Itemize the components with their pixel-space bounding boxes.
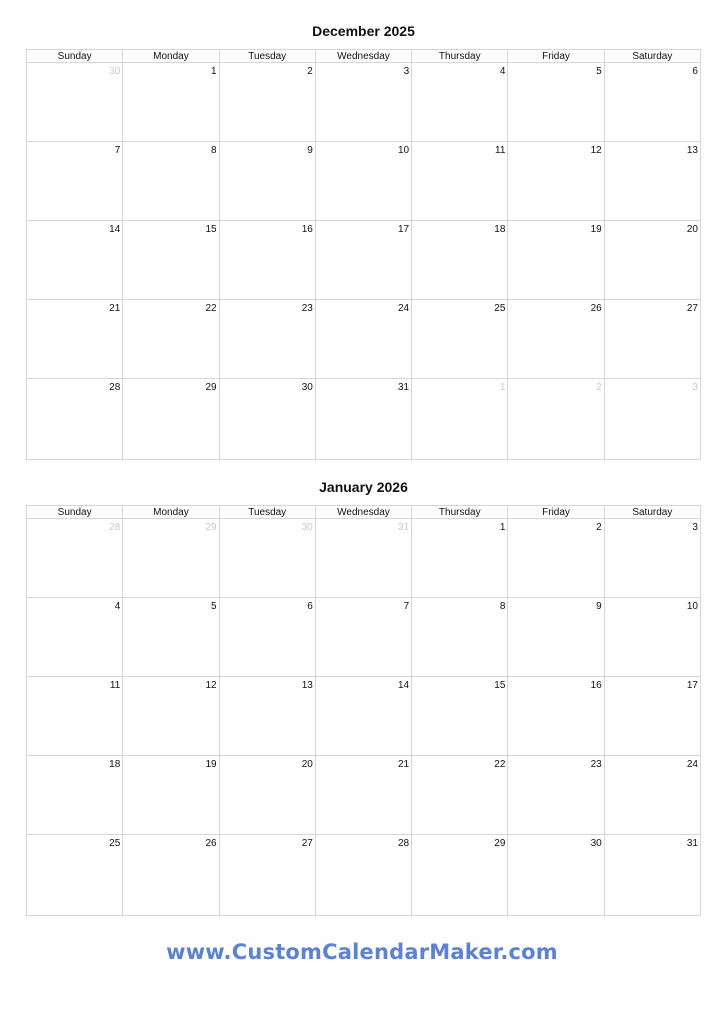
day-number: 20 [301, 759, 313, 770]
day-cell [220, 598, 316, 677]
day-cell [605, 142, 701, 221]
weekday-header-thursday: Thursday [412, 506, 508, 519]
day-number: 16 [590, 680, 602, 691]
day-cell [316, 756, 412, 835]
day-cell [123, 677, 219, 756]
day-number: 22 [205, 303, 217, 314]
day-number: 19 [205, 759, 217, 770]
weekday-header-saturday: Saturday [605, 506, 701, 519]
day-number: 9 [596, 601, 602, 612]
day-number: 12 [205, 680, 217, 691]
day-number: 9 [307, 145, 313, 156]
weekday-header-tuesday: Tuesday [220, 506, 316, 519]
day-cell [220, 300, 316, 379]
day-cell [605, 598, 701, 677]
week-row [27, 835, 701, 916]
day-number: 1 [499, 522, 506, 533]
day-number: 29 [205, 382, 217, 393]
day-cell [412, 63, 508, 142]
week-row [27, 677, 701, 756]
day-cell [316, 677, 412, 756]
day-number: 31 [398, 382, 410, 393]
day-cell [508, 63, 604, 142]
day-cell [605, 300, 701, 379]
day-number: 25 [109, 838, 121, 849]
weekday-header-monday: Monday [123, 506, 219, 519]
day-cell-other-month [27, 63, 123, 142]
day-cell [27, 300, 123, 379]
week-row [27, 598, 701, 677]
day-cell [316, 221, 412, 300]
week-row [27, 142, 701, 221]
day-number: 10 [398, 145, 410, 156]
day-cell [412, 300, 508, 379]
day-number: 13 [301, 680, 313, 691]
day-cell [220, 379, 316, 460]
month-title: December 2025 [312, 23, 415, 39]
weekday-header-saturday: Saturday [605, 50, 701, 63]
day-number: 8 [211, 145, 217, 156]
day-number: 26 [590, 303, 602, 314]
day-cell [316, 598, 412, 677]
weekday-header-row [27, 506, 701, 519]
day-cell [27, 835, 123, 916]
day-cell-other-month [508, 379, 604, 460]
day-number: 26 [205, 838, 217, 849]
day-number: 31 [686, 838, 698, 849]
day-cell [27, 677, 123, 756]
day-number: 2 [596, 382, 602, 393]
day-number: 11 [495, 145, 506, 156]
day-cell [508, 221, 604, 300]
day-cell [412, 598, 508, 677]
day-number: 4 [114, 601, 121, 612]
day-cell [412, 519, 508, 598]
day-cell [123, 835, 219, 916]
day-cell [508, 300, 604, 379]
month-title: January 2026 [319, 479, 408, 495]
day-number: 28 [398, 838, 410, 849]
week-row [27, 756, 701, 835]
day-number: 21 [109, 303, 121, 314]
weekday-header-tuesday: Tuesday [220, 50, 316, 63]
weekday-header-row [27, 50, 701, 63]
day-number: 13 [686, 145, 698, 156]
day-cell [605, 63, 701, 142]
day-cell [220, 756, 316, 835]
day-number: 16 [301, 224, 313, 235]
day-cell [605, 221, 701, 300]
week-row [27, 379, 701, 460]
day-cell [220, 677, 316, 756]
day-number: 14 [398, 680, 410, 691]
week-row [27, 221, 701, 300]
day-number: 30 [301, 382, 313, 393]
day-number: 30 [301, 522, 313, 533]
day-number: 30 [590, 838, 602, 849]
day-cell [508, 142, 604, 221]
weekday-header-friday: Friday [508, 50, 604, 63]
day-number: 2 [307, 66, 313, 77]
day-cell [508, 835, 604, 916]
day-cell-other-month [220, 519, 316, 598]
day-number: 15 [205, 224, 217, 235]
day-number: 3 [692, 522, 698, 533]
day-cell [412, 677, 508, 756]
day-cell [412, 221, 508, 300]
day-number: 4 [499, 66, 506, 77]
day-number: 23 [590, 759, 602, 770]
day-number: 25 [494, 303, 506, 314]
day-number: 5 [211, 601, 217, 612]
day-number: 29 [494, 838, 506, 849]
day-cell [123, 142, 219, 221]
day-cell [220, 835, 316, 916]
calendar-grid [26, 49, 701, 460]
weekday-header-wednesday: Wednesday [316, 50, 412, 63]
day-number: 8 [499, 601, 506, 612]
calendar-grid [26, 505, 701, 916]
day-number: 28 [109, 522, 121, 533]
day-number: 29 [205, 522, 217, 533]
day-cell-other-month [123, 519, 219, 598]
day-number: 22 [494, 759, 506, 770]
day-cell [123, 379, 219, 460]
day-cell [508, 756, 604, 835]
day-number: 17 [686, 680, 698, 691]
day-cell [123, 598, 219, 677]
day-number: 6 [692, 66, 698, 77]
day-number: 18 [494, 224, 506, 235]
day-number: 20 [686, 224, 698, 235]
day-number: 30 [109, 66, 121, 77]
day-cell [27, 756, 123, 835]
day-cell [605, 835, 701, 916]
day-cell [27, 142, 123, 221]
day-number: 3 [403, 66, 410, 77]
day-cell [220, 142, 316, 221]
week-row [27, 300, 701, 379]
day-number: 19 [590, 224, 602, 235]
weekday-header-wednesday: Wednesday [316, 506, 412, 519]
day-number: 21 [398, 759, 410, 770]
day-cell [220, 221, 316, 300]
day-cell [605, 756, 701, 835]
day-cell [316, 300, 412, 379]
day-cell [508, 519, 604, 598]
day-number: 12 [590, 145, 602, 156]
day-number: 24 [686, 759, 698, 770]
day-cell [412, 756, 508, 835]
weekday-header-thursday: Thursday [412, 50, 508, 63]
day-cell-other-month [27, 519, 123, 598]
day-cell-other-month [412, 379, 508, 460]
day-number: 14 [109, 224, 121, 235]
day-cell [508, 677, 604, 756]
day-number: 24 [398, 303, 410, 314]
day-number: 7 [403, 601, 410, 612]
weekday-header-monday: Monday [123, 50, 219, 63]
weekday-header-friday: Friday [508, 506, 604, 519]
week-row [27, 63, 701, 142]
day-cell [220, 63, 316, 142]
website-watermark: www.CustomCalendarMaker.com [166, 940, 558, 964]
day-cell [123, 756, 219, 835]
day-cell [316, 835, 412, 916]
day-number: 18 [109, 759, 121, 770]
day-number: 15 [494, 680, 506, 691]
day-cell [27, 221, 123, 300]
day-number: 10 [686, 601, 698, 612]
day-cell [27, 379, 123, 460]
day-cell [316, 63, 412, 142]
day-number: 23 [301, 303, 313, 314]
day-cell [123, 300, 219, 379]
day-number: 11 [109, 680, 121, 691]
day-cell [605, 677, 701, 756]
day-cell [605, 519, 701, 598]
day-number: 28 [109, 382, 121, 393]
day-number: 1 [499, 382, 506, 393]
day-number: 6 [307, 601, 313, 612]
day-number: 27 [686, 303, 698, 314]
day-number: 31 [398, 522, 410, 533]
day-number: 5 [596, 66, 602, 77]
day-number: 2 [596, 522, 602, 533]
day-cell [316, 142, 412, 221]
day-number: 17 [398, 224, 410, 235]
weekday-header-sunday: Sunday [27, 50, 123, 63]
weekday-header-sunday: Sunday [27, 506, 123, 519]
day-cell [412, 142, 508, 221]
day-cell [27, 598, 123, 677]
day-cell [123, 63, 219, 142]
day-number: 3 [692, 382, 698, 393]
day-number: 1 [211, 66, 217, 77]
day-cell-other-month [316, 519, 412, 598]
day-cell [508, 598, 604, 677]
week-row [27, 519, 701, 598]
day-cell [412, 835, 508, 916]
day-cell [316, 379, 412, 460]
day-number: 27 [301, 838, 313, 849]
day-cell [123, 221, 219, 300]
day-cell-other-month [605, 379, 701, 460]
day-number: 7 [114, 145, 121, 156]
